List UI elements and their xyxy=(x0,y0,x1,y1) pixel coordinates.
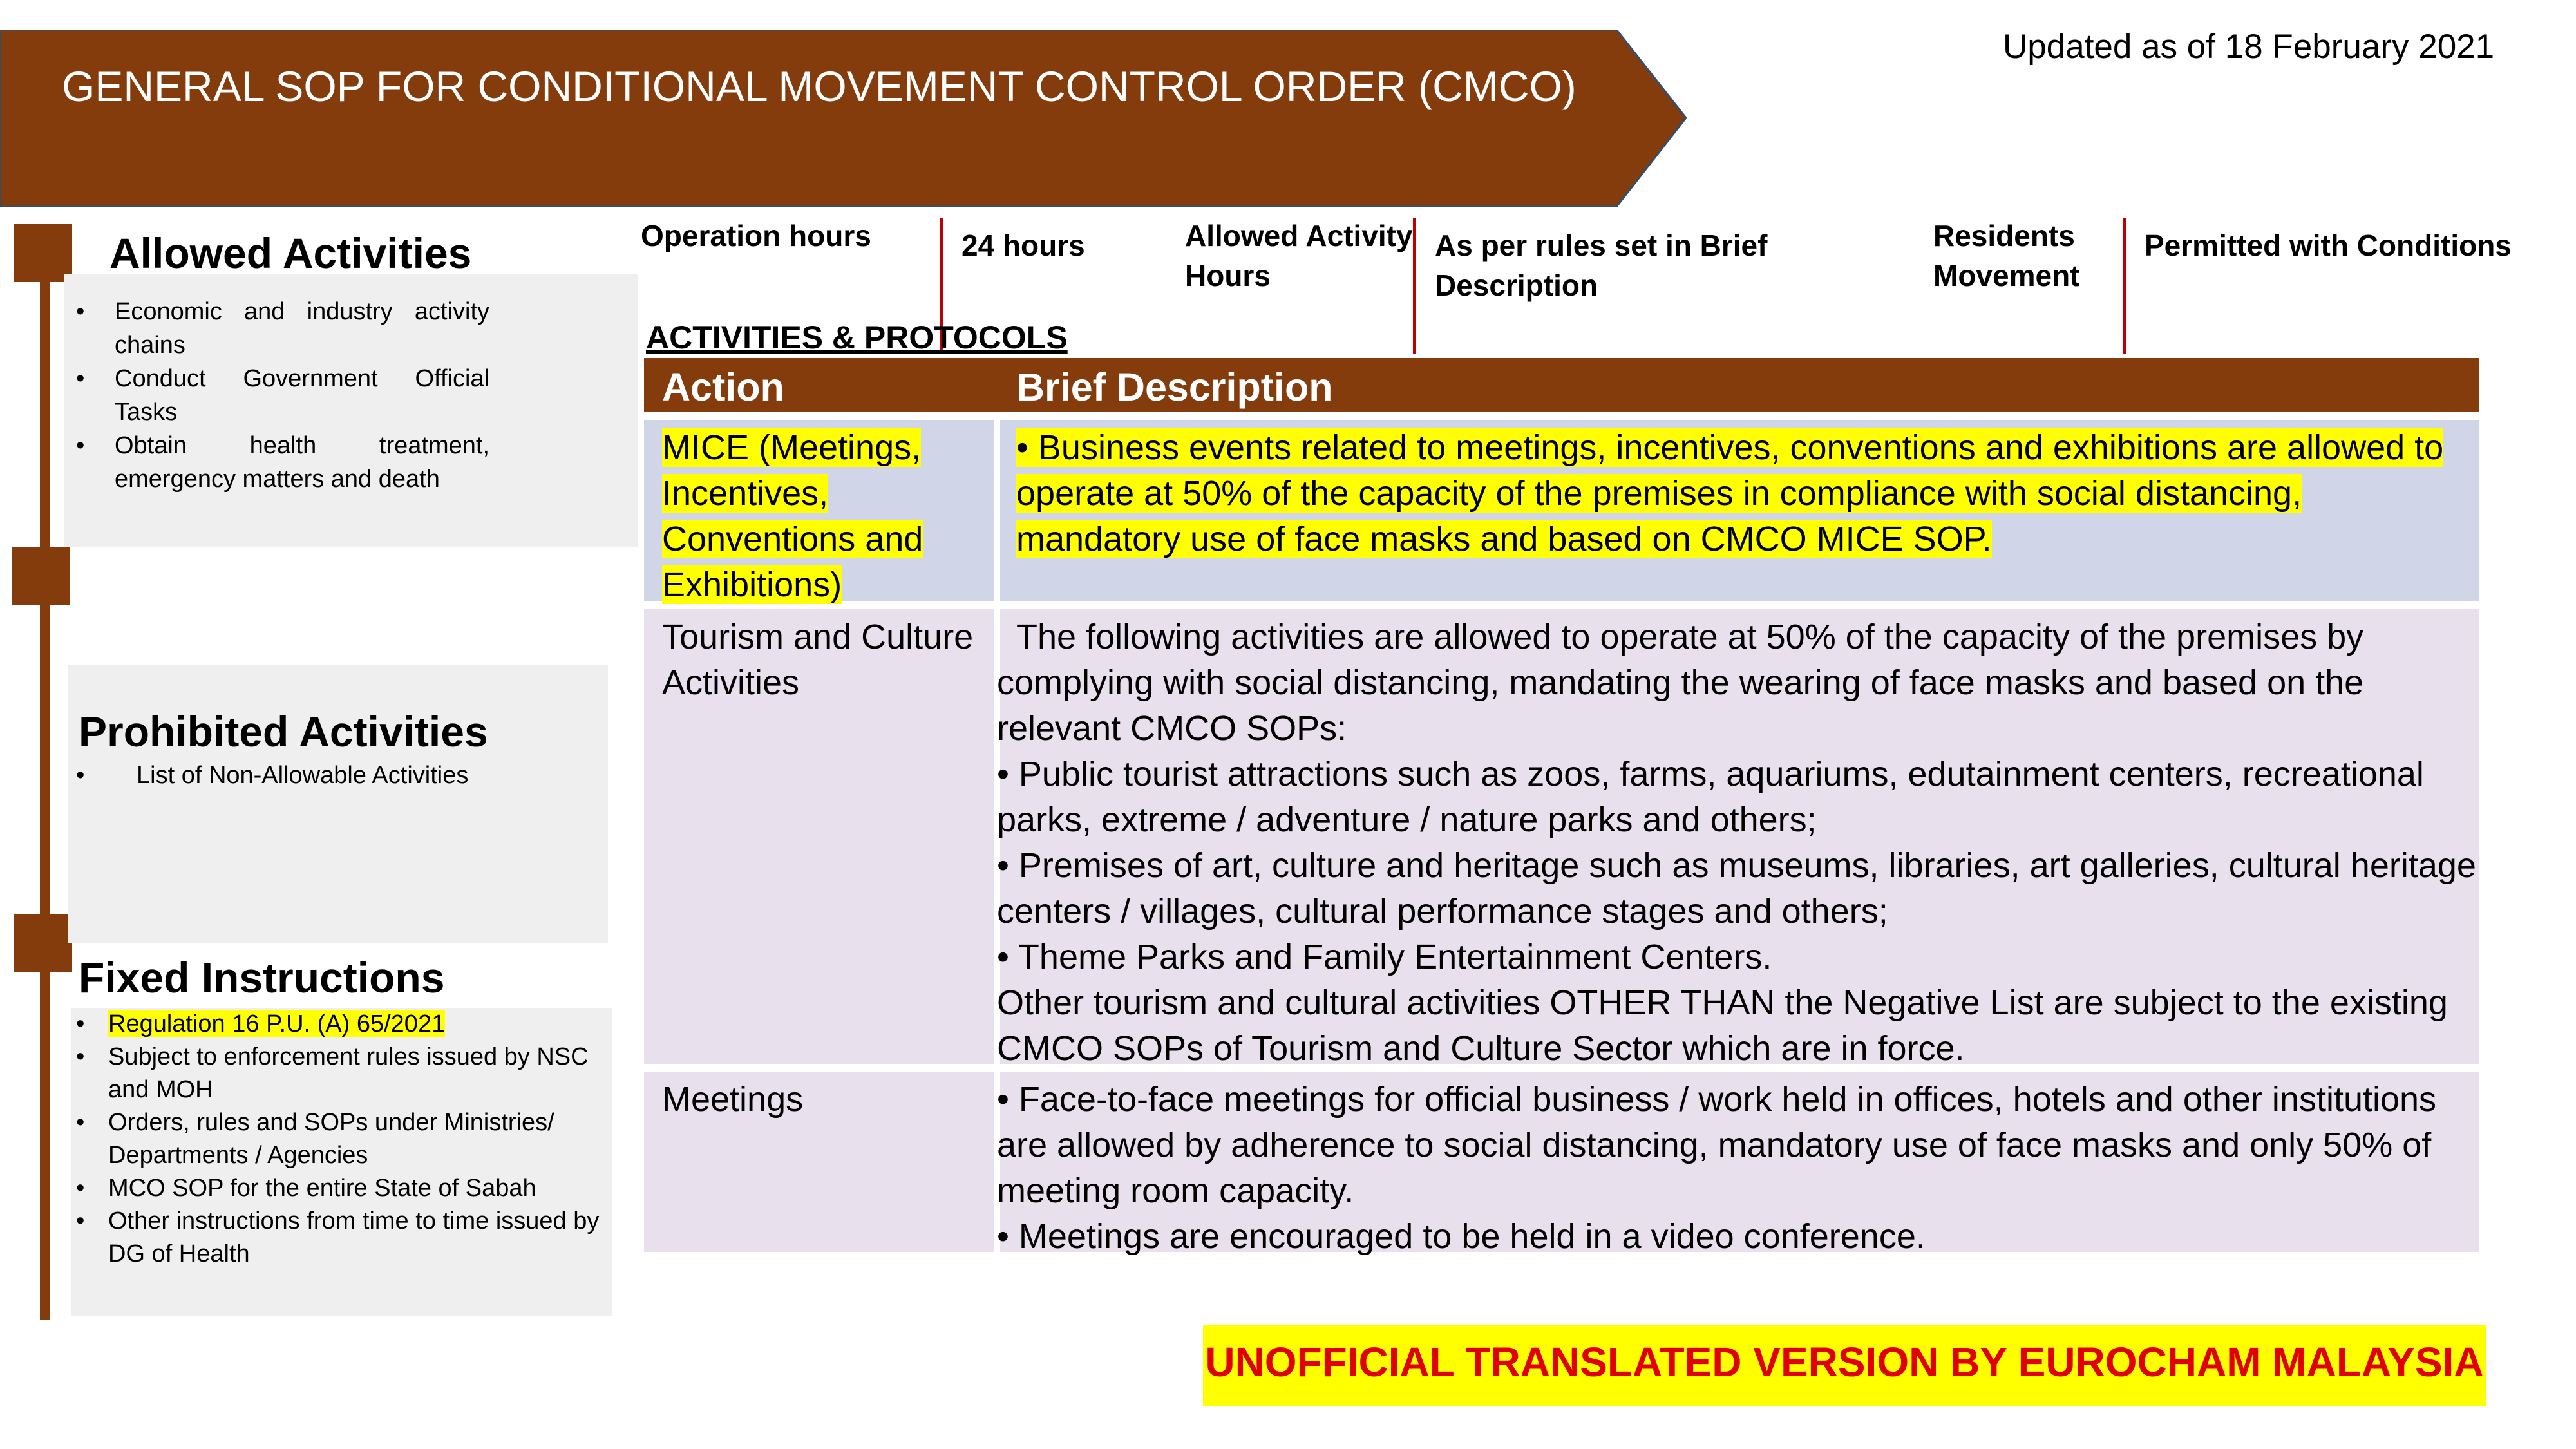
prohibited-panel xyxy=(68,665,608,943)
list-item: • Other instructions from time to time issued by DG of Health xyxy=(64,1205,612,1271)
row-description xyxy=(1016,425,2473,562)
divider xyxy=(1413,218,1416,354)
title-banner xyxy=(0,30,1687,207)
prohibited-list xyxy=(64,759,592,792)
disclaimer-text: UNOFFICIAL TRANSLATED VERSION BY EUROCHAM MALAYSIA xyxy=(1205,1339,2484,1385)
list-item: • Orders, rules and SOPs under Ministries/ Departments / Agencies xyxy=(64,1106,612,1172)
allowed-heading: Allowed Activities xyxy=(109,229,472,277)
label-line: Hours xyxy=(1185,259,1271,292)
list-item: • Economic and industry activity chains xyxy=(64,295,489,362)
operation-hours-value: 24 hours xyxy=(961,229,1085,262)
paragraph: • Face-to-face meetings for official business / work held in offices, hotels and other institutions are allowed by adherence to social distancing, mandatory use of face masks and only 50% of meeting room capacity. xyxy=(997,1080,2437,1210)
allowed-list xyxy=(64,295,489,496)
paragraph: • Premises of art, culture and heritage such as museums, libraries, art galleries, cultural heritage centers / villages, cultural performance stages and others; xyxy=(997,846,2476,931)
row-action xyxy=(662,425,990,608)
page-title: GENERAL SOP FOR CONDITIONAL MOVEMENT CONTROL ORDER (CMCO) xyxy=(62,62,1577,110)
highlighted-text: • Business events related to meetings, incentives, conventions and exhibitions are allowed to operate at 50% of the capacity of the premises in compliance with social distancing, mandatory use of face masks and based on CMCO MICE SOP. xyxy=(1016,428,2444,558)
activity-hours-label xyxy=(1185,216,1413,296)
timeline-marker xyxy=(14,224,72,282)
operation-hours-label: Operation hours xyxy=(641,219,871,252)
table-header xyxy=(644,358,2479,412)
column-header-description: Brief Description xyxy=(1016,365,1333,409)
highlighted-text: MICE (Meetings, Incentives, Conventions and Exhibitions) xyxy=(662,428,923,604)
divider xyxy=(2123,218,2126,354)
paragraph: • Meetings are encouraged to be held in a video conference. xyxy=(997,1217,1926,1256)
fixed-list xyxy=(64,1008,612,1271)
label-line: Allowed Activity xyxy=(1185,219,1413,252)
residents-movement-label xyxy=(1933,216,2079,296)
label-line: Residents xyxy=(1933,219,2075,252)
label-line: Movement xyxy=(1933,259,2080,292)
row-action: Meetings xyxy=(662,1080,804,1119)
activity-hours-value xyxy=(1435,225,1767,305)
timeline-marker xyxy=(12,547,70,605)
list-item xyxy=(64,1008,612,1041)
timeline-marker xyxy=(14,914,72,972)
residents-movement-value: Permitted with Conditions xyxy=(2145,229,2512,262)
paragraph: Other tourism and cultural activities OTHER THAN the Negative List are subject to the existing CMCO SOPs of Tourism and Culture Sector which are in force. xyxy=(997,983,2448,1068)
list-item: • MCO SOP for the entire State of Sabah xyxy=(64,1172,612,1205)
paragraph: • Public tourist attractions such as zoos, farms, aquariums, edutainment centers, recreational parks, extreme / adventure / nature parks and others; xyxy=(997,755,2424,839)
paragraph: • Theme Parks and Family Entertainment Centers. xyxy=(997,938,1772,976)
section-title: ACTIVITIES & PROTOCOLS xyxy=(646,319,1068,355)
list-item: • Conduct Government Official Tasks xyxy=(64,362,489,429)
column-header-action: Action xyxy=(662,365,784,409)
list-item: • Obtain health treatment, emergency matters and death xyxy=(64,429,489,496)
list-item: • Subject to enforcement rules issued by NSC and MOH xyxy=(64,1041,612,1106)
fixed-heading: Fixed Instructions xyxy=(79,954,445,1001)
value-line: As per rules set in Brief xyxy=(1435,229,1768,262)
row-description xyxy=(997,614,2478,1072)
timeline-line xyxy=(40,225,50,1320)
row-description xyxy=(997,1077,2478,1260)
paragraph: The following activities are allowed to operate at 50% of the capacity of the premises by complying with social distancing, mandating the wearing of face masks and based on the relevant CMCO SOPs: xyxy=(997,618,2374,748)
highlighted-text: Regulation 16 P.U. (A) 65/2021 xyxy=(108,1010,446,1037)
list-item: • List of Non-Allowable Activities xyxy=(64,759,592,792)
prohibited-heading: Prohibited Activities xyxy=(79,708,488,755)
updated-date: Updated as of 18 February 2021 xyxy=(2003,28,2495,66)
value-line: Description xyxy=(1435,269,1598,302)
row-action: Tourism and Culture Activities xyxy=(662,618,974,702)
